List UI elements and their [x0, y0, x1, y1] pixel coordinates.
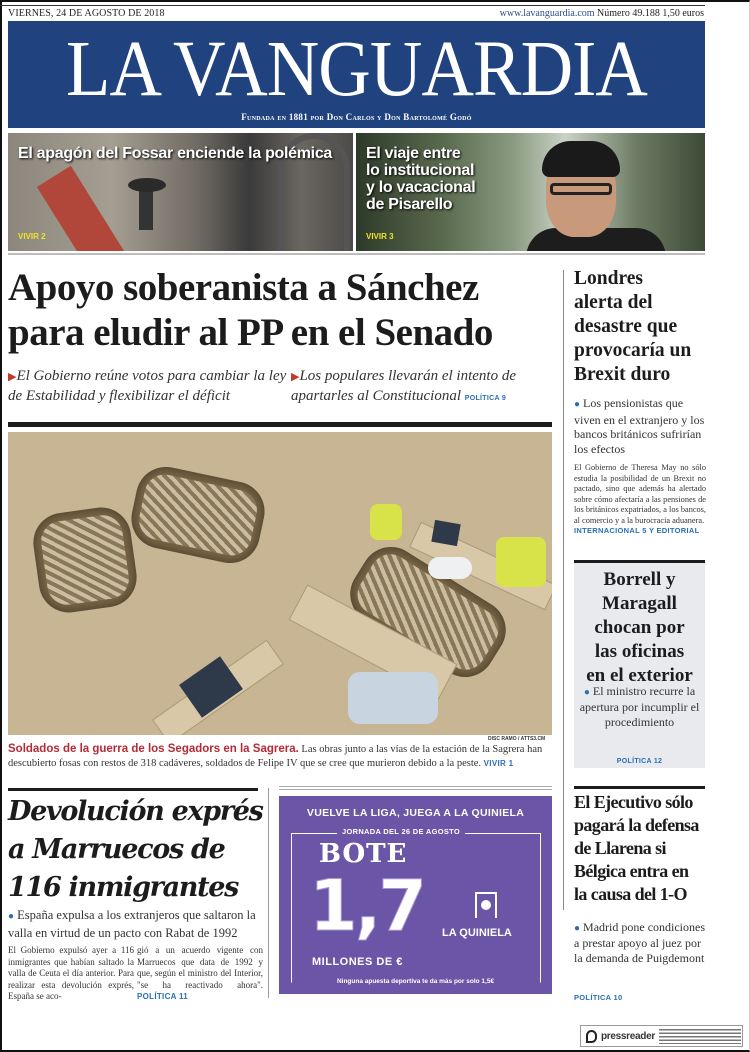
- photo-cloth: [348, 672, 438, 724]
- dateline: VIERNES, 24 DE AGOSTO DE 2018: [8, 8, 165, 19]
- bullet-icon: ●: [8, 911, 15, 922]
- double-rule: [279, 786, 552, 790]
- excavation-photo: [8, 432, 552, 735]
- caption-text: Las obras junto a las vías de la estación de la Sagrera han descubierto fosas con restos de 318 cadáveres, soldados de Felipe IV que se cree que murieron debido a la peste.: [8, 744, 543, 769]
- photo-bones: [39, 513, 132, 608]
- headline-line: alerta del: [574, 292, 653, 313]
- ad-footer: Ninguna apuesta deportiva te da más por solo 1,5€: [336, 978, 495, 985]
- headline-line: a Marruecos de: [8, 834, 225, 865]
- photo-worker-vest: [496, 537, 546, 587]
- teaser-image-person-hair: [542, 141, 620, 177]
- subhead-text: Los pensionistas que viven en el extranjero y los bancos británicos sufrirían los efectos: [574, 396, 705, 456]
- section-rule: [8, 422, 552, 427]
- headline-line: en el exterior: [586, 665, 693, 686]
- price: 1,50 euros: [662, 8, 704, 19]
- section-ref[interactable]: POLÍTICA 10: [574, 993, 623, 1002]
- lead-deck-1: [8, 367, 288, 406]
- teaser-title-line: de Pisarello: [366, 196, 453, 213]
- pressreader-badge[interactable]: [580, 1025, 743, 1047]
- photo-caption: [8, 742, 556, 771]
- brexit-headline[interactable]: [574, 267, 710, 387]
- headline-line: Maragall: [602, 593, 677, 614]
- bullet-icon: ●: [574, 923, 581, 934]
- section-ref[interactable]: POLÍTICA 9: [464, 395, 507, 402]
- brexit-subhead: [574, 396, 710, 456]
- borrell-subhead: [574, 684, 705, 730]
- caption-lead: Soldados de la guerra de los Segadors en la Sagrera.: [8, 743, 299, 755]
- quiniela-logo-icon: [475, 892, 497, 918]
- triangle-bullet-icon: ▶: [291, 371, 300, 383]
- headline-line: provocaría un: [574, 340, 692, 361]
- headline-line: las oficinas: [594, 641, 685, 662]
- subhead-text: El ministro recurre la apertura por incumplir el procedimiento: [579, 684, 700, 729]
- column-divider: [563, 270, 564, 910]
- column-divider: [268, 788, 269, 998]
- bullet-icon: ●: [583, 687, 590, 698]
- body-text: gió a un acuerdo vigente con Marruecos que data de 1992 y que, según el ministro del Interior, "se ha reactivado ahora".: [137, 945, 263, 990]
- headline-line: El Ejecutivo sólo: [574, 792, 693, 812]
- brexit-body: [574, 463, 706, 537]
- masthead: [8, 21, 705, 128]
- teaser-pisarello[interactable]: [356, 133, 705, 251]
- pressreader-label: pressreader: [601, 1031, 655, 1042]
- headline-line: Borrell y: [603, 569, 676, 590]
- photo-papers: [428, 557, 472, 579]
- teaser-title: El apagón del Fossar enciende la polémica: [18, 145, 333, 162]
- teaser-title: [366, 145, 475, 213]
- top-rule: [0, 5, 705, 6]
- headline-line: para eludir al PP en el Senado: [8, 311, 493, 354]
- headline-line: Devolución exprés: [8, 796, 263, 827]
- pressreader-fine-print: [659, 1029, 741, 1044]
- headline-line: Apoyo soberanista a Sánchez: [8, 266, 479, 309]
- photo-worker-vest: [370, 504, 402, 540]
- ad-bote: BOTE: [319, 839, 408, 869]
- ad-title: VUELVE LA LIGA, JUEGA A LA QUINIELA: [306, 807, 525, 819]
- bullet-icon: ●: [574, 399, 581, 410]
- borrell-headline[interactable]: [574, 568, 705, 688]
- headline-line: Brexit duro: [574, 364, 671, 385]
- issue-number: Número 49.188: [597, 8, 660, 19]
- quiniela-ad[interactable]: [279, 796, 552, 994]
- photo-grave: [30, 504, 141, 617]
- headline-line: de Llarena si: [574, 838, 666, 858]
- story-body-col2: [137, 945, 263, 1003]
- llarena-subhead: [574, 920, 710, 966]
- lead-headline[interactable]: [8, 265, 558, 355]
- ad-unit: MILLONES DE €: [312, 956, 403, 968]
- llarena-section: [574, 985, 622, 1004]
- issue-info: [500, 8, 704, 19]
- ad-brand: LA QUINIELA: [442, 927, 512, 939]
- pressreader-logo-icon: [586, 1030, 597, 1043]
- teaser-image-red-beam: [37, 166, 129, 251]
- headline-line: Bélgica entra en: [574, 861, 689, 881]
- section-ref[interactable]: POLÍTICA 12: [616, 758, 663, 765]
- teaser-image-glasses: [550, 183, 612, 195]
- headline-line: chocan por: [594, 617, 685, 638]
- separator: [8, 253, 705, 255]
- ad-amount: 1,7: [309, 865, 425, 947]
- ad-jornada: JORNADA DEL 26 DE AGOSTO: [337, 827, 465, 836]
- teaser-section: VIVIR 2: [18, 232, 46, 241]
- teaser-fossar[interactable]: [8, 133, 353, 251]
- triangle-bullet-icon: ▶: [8, 371, 17, 383]
- borrell-section: [574, 748, 705, 767]
- masthead-logo: LA VANGUARDIA: [66, 26, 647, 113]
- teaser-title-line: y lo vacacional: [366, 179, 476, 196]
- story-body-col1: El Gobierno expulsó ayer a 116 inmigrantes que habían saltado la valla de Ceuta el día anterior. Para realizar esta devolución exprés, España se aco-: [8, 945, 134, 1001]
- section-rule: [574, 786, 705, 789]
- section-rule: [574, 560, 705, 563]
- teaser-section: VIVIR 3: [366, 232, 394, 241]
- section-ref[interactable]: VIVIR 1: [483, 759, 514, 768]
- deck-text: El Gobierno reúne votos para cambiar la ley de Estabilidad y flexibilizar el déficit: [8, 368, 287, 404]
- photo-grave: [126, 461, 270, 568]
- photo-credit: DISC RAMO / ATTS3.CM: [488, 736, 546, 742]
- llarena-headline[interactable]: [574, 791, 710, 906]
- photo-bones: [135, 471, 260, 559]
- subhead-text: España expulsa a los extranjeros que saltaron la valla en virtud de un pacto con Rabat de 1992: [8, 908, 256, 940]
- ball-icon: [481, 900, 491, 910]
- website-link[interactable]: www.lavanguardia.com: [499, 8, 595, 19]
- section-ref[interactable]: POLÍTICA 11: [137, 992, 189, 1001]
- section-ref[interactable]: INTERNACIONAL 5 Y EDITORIAL: [574, 526, 700, 535]
- headline-line: pagará la defensa: [574, 815, 699, 835]
- headline-line: Londres: [574, 268, 643, 289]
- section-rule: [8, 788, 258, 791]
- teaser-title-line: lo institucional: [366, 162, 475, 179]
- subhead-text: Madrid pone condiciones a prestar apoyo al juez por la demanda de Puigdemont: [574, 920, 706, 965]
- teaser-image-lamp: [128, 178, 166, 192]
- body-text: El Gobierno de Theresa May no sólo estudia la posibilidad de un Brexit no pactado, sino que además ha alertado sobre cómo afectaría a las pensiones de los británicos expatriados, a los bancos, al comercio y a la burocracia aduanera.: [574, 463, 706, 525]
- story-headline[interactable]: [8, 793, 266, 907]
- teaser-title-line: El viaje entre: [366, 145, 461, 162]
- headline-line: la causa del 1-O: [574, 884, 687, 904]
- story-subhead: [8, 907, 266, 941]
- headline-line: desastre que: [574, 316, 678, 337]
- teaser-image-lamp-stem: [139, 188, 153, 230]
- founded-line: Fundada en 1881 por Don Carlos y Don Bartolomé Godó: [241, 112, 472, 122]
- photo-tablet: [431, 520, 460, 546]
- lead-deck-2: [291, 367, 559, 408]
- deck-text: Los populares llevarán el intento de apartarles al Constitucional: [291, 368, 516, 404]
- headline-line: 116 inmigrantes: [8, 872, 239, 903]
